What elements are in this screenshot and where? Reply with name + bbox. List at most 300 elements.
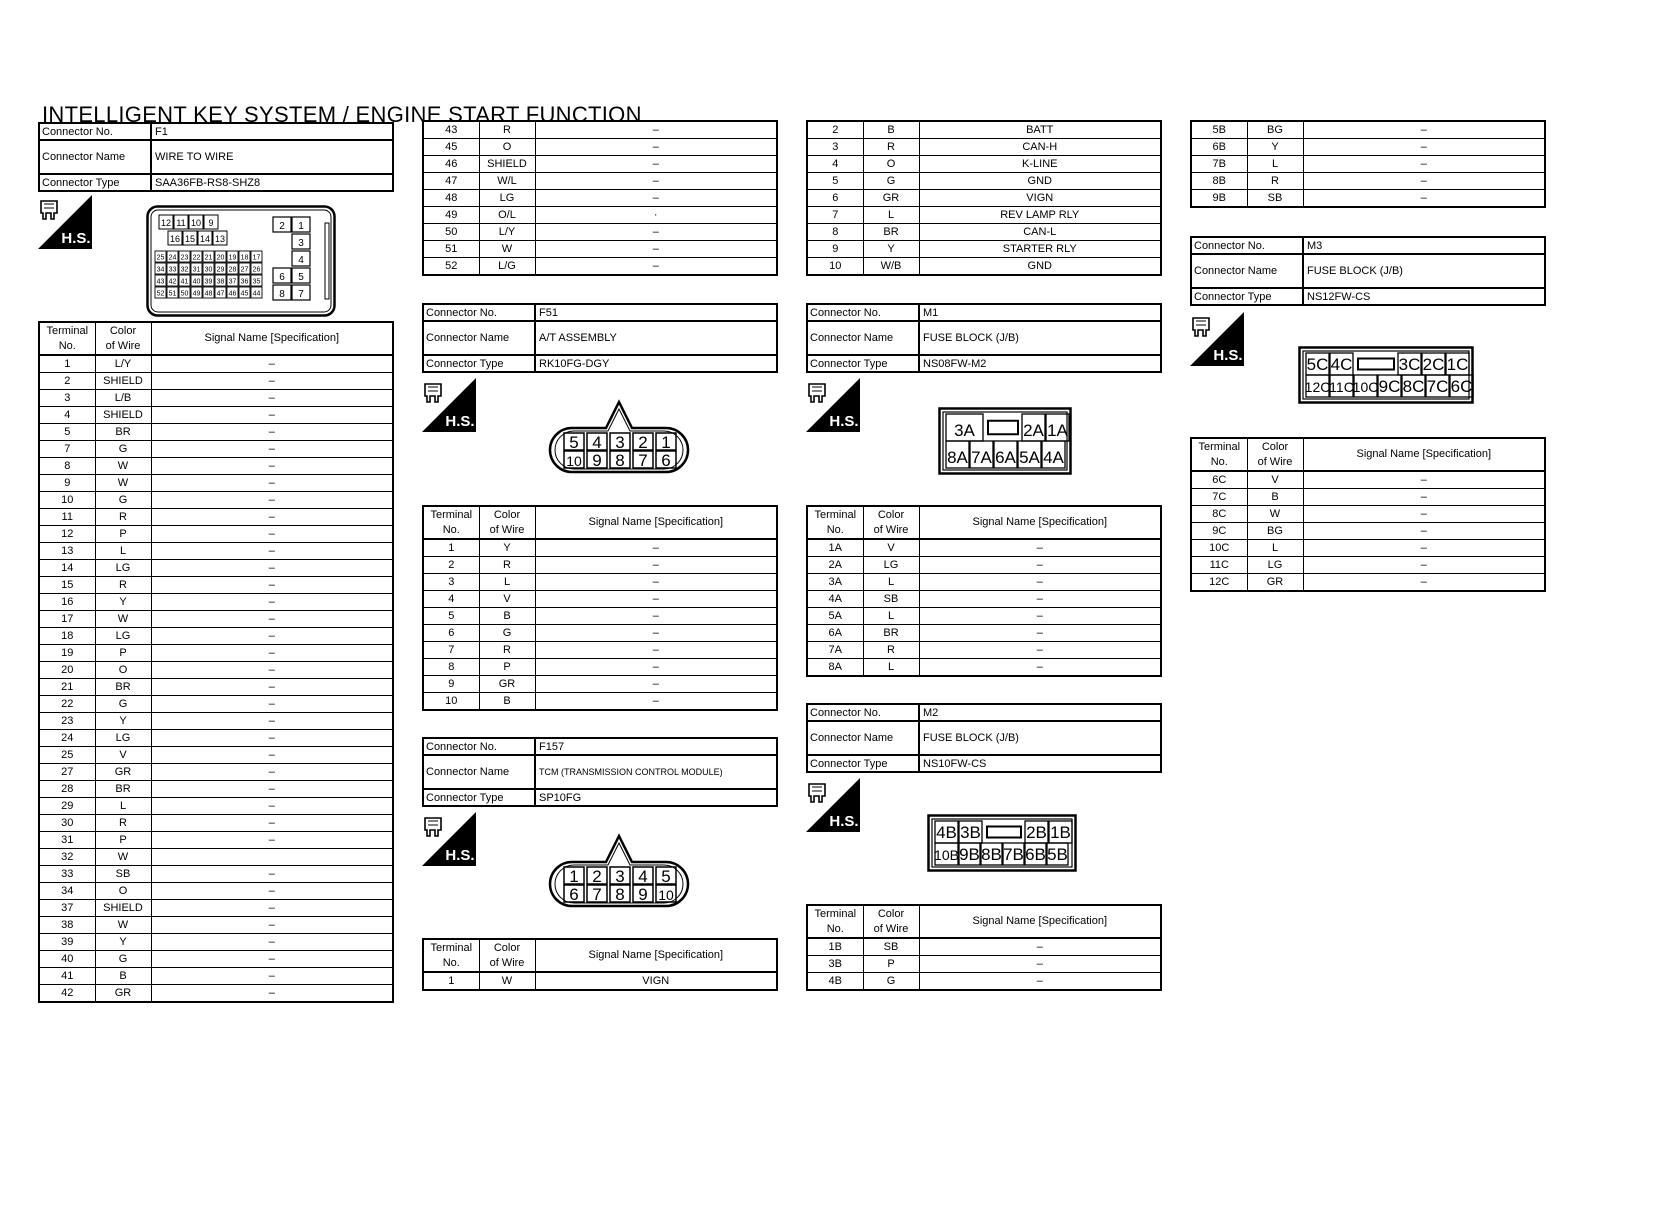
pin-label: 3 — [615, 867, 625, 886]
table-row — [39, 628, 393, 645]
signal-name-cell: – — [535, 241, 777, 258]
color-of-wire-header: of Wire — [873, 922, 909, 935]
terminal-no-cell: 8A — [807, 659, 863, 677]
terminal-no-cell: 2 — [423, 557, 479, 574]
wire-color-cell: R — [863, 642, 919, 659]
signal-name-cell: – — [151, 475, 393, 492]
connector-name-value: WIRE TO WIRE — [155, 151, 234, 163]
table-row — [807, 207, 1161, 224]
signal-name-cell: CAN-L — [919, 224, 1161, 241]
pin-label: 9 — [208, 218, 214, 228]
wire-color-cell: Y — [95, 934, 151, 951]
connector-no-value: M3 — [1307, 239, 1323, 252]
pin-label: 10 — [190, 218, 202, 228]
table-row — [39, 679, 393, 696]
connector-info-m3 — [1190, 236, 1546, 306]
signal-name-cell: – — [151, 764, 393, 781]
signal-name-cell: – — [151, 679, 393, 696]
signal-name-cell: – — [535, 156, 777, 173]
connector-type-value: NS10FW-CS — [923, 757, 987, 770]
signal-name-cell: – — [151, 594, 393, 611]
connector-name-row — [424, 756, 776, 790]
connector-no-row — [40, 124, 392, 141]
signal-name-cell: – — [535, 539, 777, 557]
terminal-no-cell: 42 — [39, 985, 95, 1003]
page-title: INTELLIGENT KEY SYSTEM / ENGINE START FUNCTION — [42, 102, 642, 127]
terminal-no-cell: 18 — [39, 628, 95, 645]
connector-name-row — [808, 722, 1160, 756]
terminal-no-header: Terminal — [46, 324, 89, 337]
signal-name-cell: – — [535, 224, 777, 241]
table-row — [39, 611, 393, 628]
connector-no-label: Connector No. — [40, 124, 152, 139]
pin-label: 8B — [981, 845, 1002, 864]
terminal-no-cell: 2 — [807, 121, 863, 139]
connector-name-row — [808, 322, 1160, 356]
table-row — [39, 543, 393, 560]
wire-color-cell: L — [863, 574, 919, 591]
pin-label: 40 — [192, 278, 201, 286]
table-row — [39, 441, 393, 458]
pin-label: 47 — [216, 290, 225, 298]
wire-color-cell: SHIELD — [95, 373, 151, 390]
pin-label: 23 — [180, 254, 189, 262]
terminal-no-cell: 7 — [423, 642, 479, 659]
pin-label: 22 — [192, 254, 201, 262]
connector-face-f157 — [548, 828, 690, 914]
wire-color-cell: G — [95, 492, 151, 509]
table-row — [39, 917, 393, 934]
table-row — [1191, 489, 1545, 506]
hs-harness-side-icon — [422, 812, 476, 866]
table-row — [807, 173, 1161, 190]
table-row — [423, 241, 777, 258]
pin-label: 5C — [1306, 355, 1329, 374]
pin-label: 24 — [168, 254, 177, 262]
signal-name-cell: – — [151, 747, 393, 764]
pin-label: 17 — [252, 254, 261, 262]
table-row — [39, 764, 393, 781]
terminal-no-cell: 12 — [39, 526, 95, 543]
pin-label: 7C — [1426, 377, 1449, 396]
wire-color-cell: W — [95, 849, 151, 866]
signal-name-cell: – — [151, 355, 393, 373]
signal-name-cell — [151, 849, 393, 866]
terminal-no-header: Terminal — [430, 941, 473, 954]
terminal-no-cell: 3 — [39, 390, 95, 407]
signal-name-cell: – — [535, 121, 777, 139]
wire-color-cell: LG — [95, 730, 151, 747]
pin-label: 5B — [1047, 845, 1068, 864]
terminal-table-f1 — [38, 321, 394, 1003]
terminal-table-m3 — [1190, 437, 1546, 592]
wire-color-cell: W — [479, 972, 535, 990]
terminal-no-cell: 4 — [39, 407, 95, 424]
wire-color-cell: R — [863, 139, 919, 156]
signal-name-cell: – — [919, 557, 1161, 574]
connector-type-row — [1192, 289, 1544, 306]
connector-info-f157 — [422, 737, 778, 807]
table-row — [423, 139, 777, 156]
signal-name-cell: – — [919, 659, 1161, 677]
terminal-no-cell: 21 — [39, 679, 95, 696]
signal-name-cell: – — [535, 659, 777, 676]
terminal-table-m1 — [806, 505, 1162, 677]
pin-label: 27 — [240, 266, 249, 274]
connector-no-row — [424, 305, 776, 322]
terminal-no-cell: 9B — [1191, 190, 1247, 208]
wire-color-cell: BR — [95, 679, 151, 696]
pin-label: 46 — [228, 290, 237, 298]
signal-name-cell: VIGN — [535, 972, 777, 990]
wire-color-cell: R — [1247, 173, 1303, 190]
table-row — [39, 526, 393, 543]
wire-color-cell: SB — [863, 591, 919, 608]
signal-name-cell: – — [151, 628, 393, 645]
wire-color-cell: W — [95, 475, 151, 492]
table-row — [39, 458, 393, 475]
pin-label: 5 — [661, 867, 671, 886]
wire-color-cell: SB — [1247, 190, 1303, 208]
wire-color-cell: BR — [95, 424, 151, 441]
connector-name-value: TCM (TRANSMISSION CONTROL MODULE) — [539, 767, 723, 777]
connector-info-f1 — [38, 122, 394, 192]
table-row — [1191, 523, 1545, 540]
table-row — [39, 560, 393, 577]
table-row — [807, 190, 1161, 207]
terminal-no-cell: 24 — [39, 730, 95, 747]
wire-color-cell: L — [479, 574, 535, 591]
connector-type-row — [40, 175, 392, 192]
pin-label: 51 — [168, 290, 177, 298]
terminal-no-cell: 8 — [807, 224, 863, 241]
terminal-no-cell: 6 — [423, 625, 479, 642]
pin-label: 37 — [228, 278, 237, 286]
pin-label: 2B — [1026, 823, 1047, 842]
wire-color-cell: SB — [95, 866, 151, 883]
pin-label: 10 — [566, 453, 582, 469]
terminal-no-cell: 6 — [807, 190, 863, 207]
terminal-no-cell: 9 — [423, 676, 479, 693]
signal-name-cell: – — [919, 956, 1161, 973]
signal-name-cell: – — [535, 258, 777, 276]
terminal-no-cell: 51 — [423, 241, 479, 258]
connector-type-label: Connector Type — [424, 790, 536, 805]
table-row — [807, 121, 1161, 139]
pin-label: 8A — [947, 448, 968, 467]
terminal-no-cell: 33 — [39, 866, 95, 883]
terminal-no-cell: 25 — [39, 747, 95, 764]
table-row — [807, 557, 1161, 574]
pin-label: 3B — [960, 823, 981, 842]
table-row — [423, 258, 777, 276]
wire-color-cell: W — [479, 241, 535, 258]
connector-info-m1 — [806, 303, 1162, 373]
wire-color-cell: SB — [863, 938, 919, 956]
terminal-table-f1 — [422, 120, 778, 276]
color-of-wire-header: of Wire — [1257, 455, 1293, 468]
connector-face-m2 — [927, 814, 1077, 872]
wire-color-cell: BR — [863, 625, 919, 642]
signal-name-cell: – — [151, 373, 393, 390]
wire-color-cell: W/B — [863, 258, 919, 276]
pin-label: 3A — [954, 421, 975, 440]
connector-name-label: Connector Name — [424, 756, 536, 788]
table-row — [39, 645, 393, 662]
wire-color-cell: L/Y — [479, 224, 535, 241]
wire-color-cell: W — [95, 917, 151, 934]
table-row — [423, 156, 777, 173]
table-row — [423, 676, 777, 693]
pin-label: 42 — [168, 278, 177, 286]
signal-name-cell: – — [151, 611, 393, 628]
pin-label: 1B — [1050, 823, 1071, 842]
wire-color-cell: L — [95, 543, 151, 560]
color-of-wire-header: Color — [1261, 440, 1289, 453]
terminal-no-cell: 4 — [423, 591, 479, 608]
connector-type-value: NS12FW-CS — [1307, 290, 1371, 303]
pin-label: 4A — [1043, 448, 1064, 467]
pin-label: 41 — [180, 278, 189, 286]
wire-color-cell: R — [479, 121, 535, 139]
pin-label: 19 — [228, 254, 237, 262]
table-row — [423, 659, 777, 676]
terminal-no-cell: 7B — [1191, 156, 1247, 173]
pin-label: 34 — [156, 266, 165, 274]
color-of-wire-header: of Wire — [489, 956, 525, 969]
signal-name-cell: – — [919, 574, 1161, 591]
hs-harness-side-icon — [38, 195, 92, 249]
wire-color-cell: Y — [479, 539, 535, 557]
wire-color-cell: P — [95, 832, 151, 849]
connector-name-value: FUSE BLOCK (J/B) — [1307, 265, 1403, 277]
table-row — [807, 973, 1161, 991]
signal-name-cell: – — [151, 985, 393, 1003]
pin-label: 5 — [569, 433, 579, 452]
pin-label: 33 — [168, 266, 177, 274]
table-row — [1191, 121, 1545, 139]
hs-harness-side-icon — [806, 378, 860, 432]
terminal-table-f157 — [806, 120, 1162, 276]
table-row — [1191, 574, 1545, 592]
terminal-no-cell: 6C — [1191, 471, 1247, 489]
signal-name-cell: – — [1303, 139, 1545, 156]
table-row — [39, 355, 393, 373]
wire-color-cell: V — [863, 539, 919, 557]
wire-color-cell: Y — [1247, 139, 1303, 156]
table-row — [807, 241, 1161, 258]
wire-color-cell: P — [95, 526, 151, 543]
terminal-no-header: No. — [826, 523, 844, 536]
pin-label: 4B — [936, 823, 957, 842]
terminal-no-cell: 7 — [39, 441, 95, 458]
pin-label: 26 — [252, 266, 261, 274]
table-row — [39, 815, 393, 832]
signal-name-cell: – — [151, 798, 393, 815]
color-of-wire-header: of Wire — [489, 523, 525, 536]
table-row — [807, 642, 1161, 659]
wire-color-cell: GR — [1247, 574, 1303, 592]
signal-name-cell: – — [1303, 471, 1545, 489]
wire-color-cell: BG — [1247, 121, 1303, 139]
connector-type-row — [424, 356, 776, 373]
pin-label: 1A — [1047, 421, 1068, 440]
connector-type-row — [808, 756, 1160, 773]
table-row — [39, 509, 393, 526]
table-row — [807, 156, 1161, 173]
wire-color-cell: O/L — [479, 207, 535, 224]
terminal-no-header: No. — [442, 956, 460, 969]
table-row — [1191, 557, 1545, 574]
pin-label: 4 — [298, 255, 304, 266]
table-row — [39, 900, 393, 917]
wire-color-cell: B — [95, 968, 151, 985]
connector-no-row — [808, 305, 1160, 322]
terminal-table-f157 — [422, 938, 778, 991]
terminal-no-header: Terminal — [430, 508, 473, 521]
signal-name-cell: – — [151, 662, 393, 679]
terminal-no-cell: 29 — [39, 798, 95, 815]
terminal-no-cell: 1A — [807, 539, 863, 557]
pin-label: 4 — [638, 867, 648, 886]
signal-name-cell: GND — [919, 258, 1161, 276]
pin-label: 8C — [1402, 377, 1425, 396]
signal-name-cell: – — [535, 676, 777, 693]
terminal-no-header: Terminal — [1198, 440, 1241, 453]
table-row — [39, 968, 393, 985]
wire-color-cell: SHIELD — [95, 900, 151, 917]
table-row — [1191, 471, 1545, 489]
terminal-no-cell: 49 — [423, 207, 479, 224]
signal-name-cell: – — [151, 832, 393, 849]
table-row — [807, 258, 1161, 276]
terminal-no-cell: 31 — [39, 832, 95, 849]
signal-name-cell: CAN-H — [919, 139, 1161, 156]
wire-color-cell: R — [95, 577, 151, 594]
table-row — [423, 608, 777, 625]
wire-color-cell: O — [863, 156, 919, 173]
table-row — [423, 574, 777, 591]
pin-label: 2 — [638, 433, 648, 452]
terminal-no-cell: 3 — [423, 574, 479, 591]
terminal-no-cell: 39 — [39, 934, 95, 951]
signal-name-cell: – — [1303, 523, 1545, 540]
terminal-no-cell: 4B — [807, 973, 863, 991]
connector-no-label: Connector No. — [1192, 238, 1304, 253]
pin-label: 2 — [279, 221, 285, 232]
terminal-no-cell: 10C — [1191, 540, 1247, 557]
pin-label: 16 — [169, 234, 181, 244]
color-of-wire-header: Color — [109, 324, 137, 337]
pin-label: 29 — [216, 266, 225, 274]
connector-name-row — [1192, 255, 1544, 289]
terminal-table-m2 — [806, 904, 1162, 991]
signal-name-cell: – — [919, 642, 1161, 659]
pin-label: 14 — [199, 234, 211, 244]
signal-name-cell: – — [151, 951, 393, 968]
terminal-no-cell: 5B — [1191, 121, 1247, 139]
signal-name-cell: – — [919, 938, 1161, 956]
terminal-no-cell: 8B — [1191, 173, 1247, 190]
terminal-no-cell: 9C — [1191, 523, 1247, 540]
table-row — [807, 224, 1161, 241]
pin-label: 39 — [204, 278, 213, 286]
pin-label: 31 — [192, 266, 201, 274]
signal-name-cell: – — [151, 509, 393, 526]
color-of-wire-header: Color — [493, 941, 521, 954]
terminal-no-cell: 22 — [39, 696, 95, 713]
wire-color-cell: P — [95, 645, 151, 662]
terminal-no-header: No. — [442, 523, 460, 536]
signal-name-cell: – — [151, 577, 393, 594]
color-of-wire-header: Color — [877, 907, 905, 920]
connector-type-value: NS08FW-M2 — [923, 357, 987, 370]
signal-name-cell: – — [151, 560, 393, 577]
wire-color-cell: L — [863, 608, 919, 625]
wire-color-cell: L/Y — [95, 355, 151, 373]
wire-color-cell: P — [863, 956, 919, 973]
table-row — [423, 972, 777, 990]
signal-name-cell: – — [151, 883, 393, 900]
table-header — [423, 939, 777, 972]
signal-name-cell: – — [151, 917, 393, 934]
table-row — [39, 730, 393, 747]
terminal-no-cell: 12C — [1191, 574, 1247, 592]
terminal-no-cell: 46 — [423, 156, 479, 173]
pin-label: 9B — [959, 845, 980, 864]
signal-name-cell: – — [535, 625, 777, 642]
connector-no-label: Connector No. — [424, 739, 536, 754]
pin-label: 6C — [1450, 377, 1473, 396]
table-row — [39, 713, 393, 730]
pin-label: 8 — [615, 885, 625, 904]
signal-name-cell: – — [151, 696, 393, 713]
connector-no-value: M2 — [923, 706, 939, 719]
connector-no-label: Connector No. — [424, 305, 536, 320]
terminal-no-header: No. — [826, 922, 844, 935]
hs-harness-side-icon — [422, 378, 476, 432]
pin-label: 30 — [204, 266, 213, 274]
signal-name-cell: – — [151, 815, 393, 832]
terminal-no-cell: 16 — [39, 594, 95, 611]
color-of-wire-header: Color — [877, 508, 905, 521]
terminal-no-cell: 1 — [423, 972, 479, 990]
table-row — [39, 934, 393, 951]
wire-color-cell: L — [863, 207, 919, 224]
signal-name-header: Signal Name [Specification] — [588, 516, 723, 528]
pin-label: 44 — [252, 290, 261, 298]
pin-label: 28 — [228, 266, 237, 274]
table-row — [39, 985, 393, 1003]
pin-label: 6 — [661, 451, 671, 470]
wire-color-cell: L — [863, 659, 919, 677]
table-row — [423, 539, 777, 557]
signal-name-cell: – — [1303, 540, 1545, 557]
pin-label: 2C — [1422, 355, 1445, 374]
terminal-no-cell: 48 — [423, 190, 479, 207]
table-row — [807, 591, 1161, 608]
table-row — [39, 662, 393, 679]
wire-color-cell: L — [1247, 540, 1303, 557]
signal-name-cell: – — [535, 608, 777, 625]
table-row — [39, 390, 393, 407]
hs-label: H.S. — [829, 413, 859, 430]
table-row — [1191, 173, 1545, 190]
terminal-no-cell: 34 — [39, 883, 95, 900]
terminal-no-header: Terminal — [814, 508, 857, 521]
table-header — [807, 905, 1161, 938]
signal-name-cell: – — [1303, 489, 1545, 506]
